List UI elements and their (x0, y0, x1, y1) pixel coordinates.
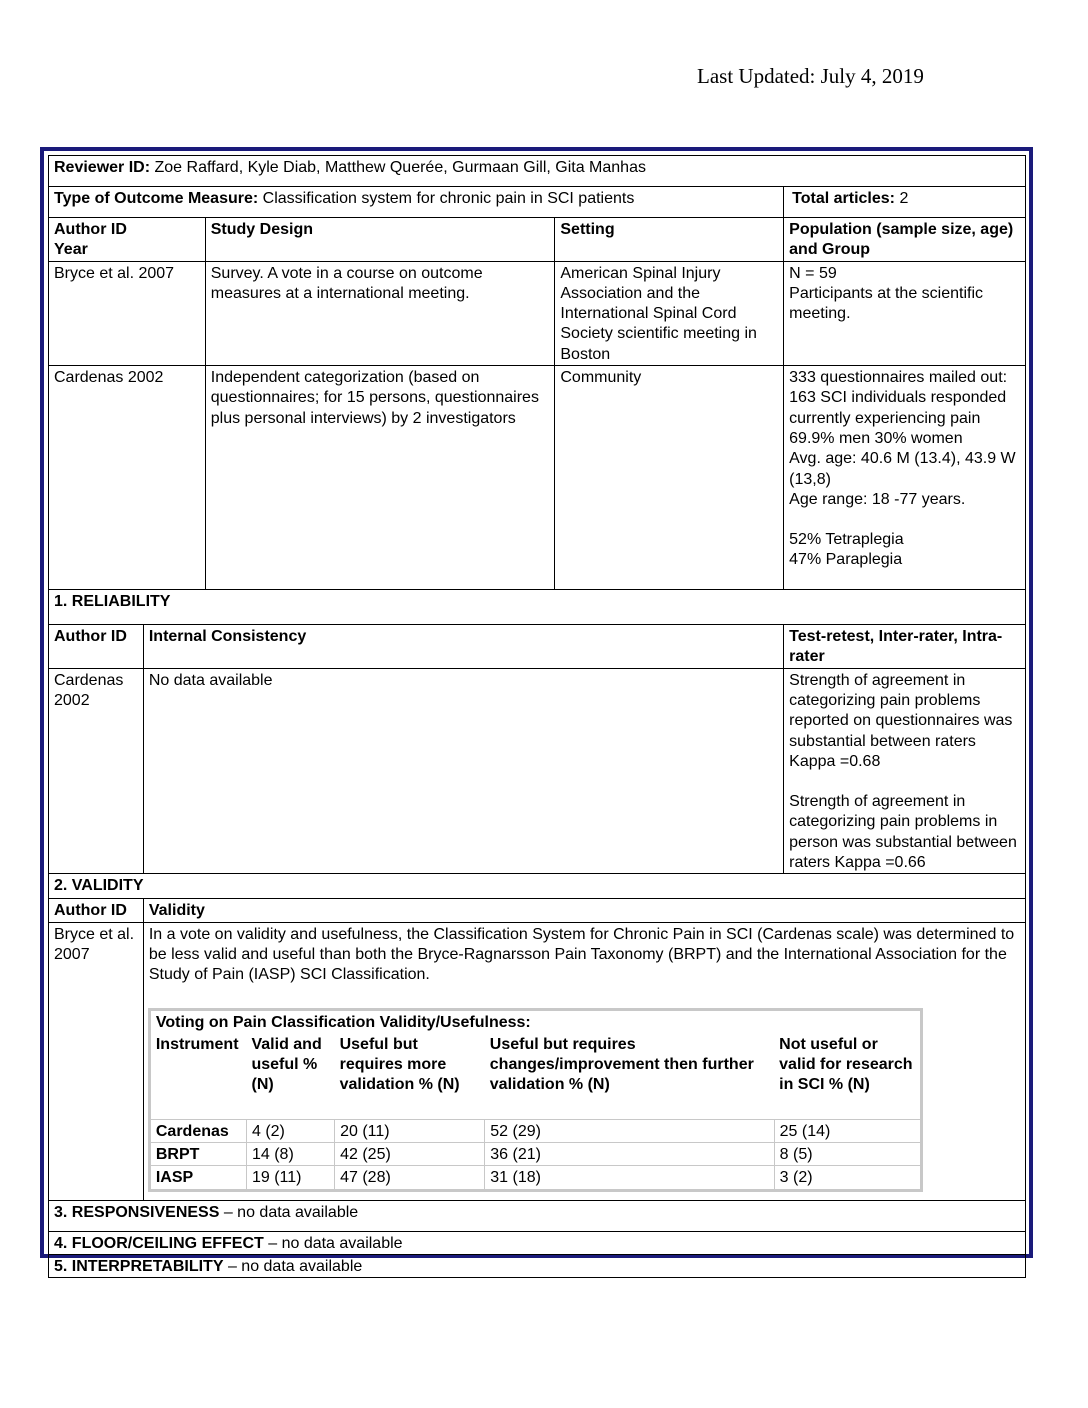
vote-header: Valid and useful % (N) (251, 1035, 322, 1094)
rel-header-test: Test-retest, Inter-rater, Intra-rater (784, 625, 1026, 669)
study-design: Survey. A vote in a course on outcome measures at a international meeting. (205, 261, 555, 365)
vote-header: Useful but requires changes/improvement then further validation % (N) (489, 1035, 754, 1094)
header-setting: Setting (555, 218, 784, 262)
total-value: 2 (895, 190, 909, 207)
outcome-value: Classification system for chronic pain in SCI patients (258, 190, 635, 207)
validity-title-row (49, 874, 1026, 899)
validity-row (49, 922, 1026, 1200)
vote-header: Useful but requires more validation % (N) (339, 1035, 460, 1094)
outcome-row (49, 187, 1026, 218)
outcome-measure-table (48, 155, 1026, 1278)
study-population: 333 questionnaires mailed out: 163 SCI individuals responded currently experiencing pain 69.9% men 30% women Avg. age: 40.6 M (13.4), 43.9 W (13,8) Age range: 18 -77 years. 52% Tetraplegia 47% Paraplegia (784, 366, 1026, 590)
study-population: N = 59 Participants at the scientific meeting. (784, 261, 1026, 365)
total-label: Total articles: (792, 190, 895, 207)
val-text: In a vote on validity and usefulness, the Classification System for Chronic Pain in SCI (Cardenas scale) was determined to be less valid and useful than both the Bryce-Ragnarsson Pain Taxonomy (BRPT) and the International Association for the Study of Pain (IASP) SCI Classification. (148, 925, 1015, 984)
study-row (49, 261, 1026, 365)
floor-text: – no data available (263, 1234, 403, 1252)
responsiveness-text: – no data available (219, 1203, 359, 1221)
header-year: Year (54, 241, 88, 259)
vote-header: Instrument (155, 1035, 239, 1053)
voting-row: BRPT 14 (8) 42 (25) 36 (21) 8 (5) (149, 1143, 921, 1166)
validity-header-row (49, 899, 1026, 922)
floor-title: 4. FLOOR/CEILING EFFECT (54, 1234, 264, 1252)
rel-test-1: Strength of agreement in categorizing pain problems reported on questionnaires was substantial between raters Kappa =0.68 (789, 671, 1013, 770)
study-design: Independent categorization (based on questionnaires; for 15 persons, questionnaires plus personal interviews) by 2 investigators (205, 366, 555, 590)
voting-row: IASP 19 (11) 47 (28) 31 (18) 3 (2) (149, 1166, 921, 1190)
rel-author: Cardenas 2002 (49, 668, 144, 874)
study-row (49, 366, 1026, 590)
study-setting: American Spinal Injury Association and the International Spinal Cord Society scientific meeting in Boston (555, 261, 784, 365)
floor-row (49, 1231, 1026, 1254)
voting-table (148, 1008, 923, 1192)
val-header-validity: Validity (143, 899, 1025, 922)
reliability-title: 1. RELIABILITY (49, 590, 1026, 625)
last-updated: Last Updated: July 4, 2019 (697, 64, 924, 88)
reliability-title-row (49, 590, 1026, 625)
val-author: Bryce et al. 2007 (49, 922, 144, 1200)
reviewer-label: Reviewer ID: (54, 159, 151, 176)
header-study-design: Study Design (205, 218, 555, 262)
voting-row: Cardenas 4 (2) 20 (11) 52 (29) 25 (14) (149, 1119, 921, 1142)
header-population: Population (sample size, age) and Group (784, 218, 1026, 262)
study-header-row (49, 218, 1026, 262)
interpretability-text: – no data available (223, 1257, 363, 1275)
rel-header-author: Author ID (49, 625, 144, 669)
interpretability-title: 5. INTERPRETABILITY (54, 1257, 224, 1275)
val-header-author: Author ID (49, 899, 144, 922)
study-author: Cardenas 2002 (49, 366, 206, 590)
vote-header: Not useful or valid for research in SCI % (N) (779, 1035, 913, 1094)
reviewer-names: Zoe Raffard, Kyle Diab, Matthew Querée, Gurmaan Gill, Gita Manhas (150, 159, 646, 176)
study-author: Bryce et al. 2007 (49, 261, 206, 365)
validity-title: 2. VALIDITY (49, 874, 1026, 899)
interpretability-row (49, 1254, 1026, 1277)
rel-header-internal: Internal Consistency (143, 625, 783, 669)
voting-header-row (149, 1033, 921, 1120)
responsiveness-title: 3. RESPONSIVENESS (54, 1203, 220, 1221)
reliability-header-row (49, 625, 1026, 669)
rel-internal: No data available (143, 668, 783, 874)
rel-test-2: Strength of agreement in categorizing pain problems in person was substantial between raters Kappa =0.66 (789, 793, 1017, 872)
outcome-label: Type of Outcome Measure: (54, 190, 259, 207)
study-setting: Community (555, 366, 784, 590)
voting-title: Voting on Pain Classification Validity/Usefulness: (155, 1013, 531, 1031)
reliability-row (49, 668, 1026, 874)
header-author-id: Author ID (54, 221, 127, 238)
reviewer-row (49, 156, 1026, 187)
responsiveness-row (49, 1200, 1026, 1231)
